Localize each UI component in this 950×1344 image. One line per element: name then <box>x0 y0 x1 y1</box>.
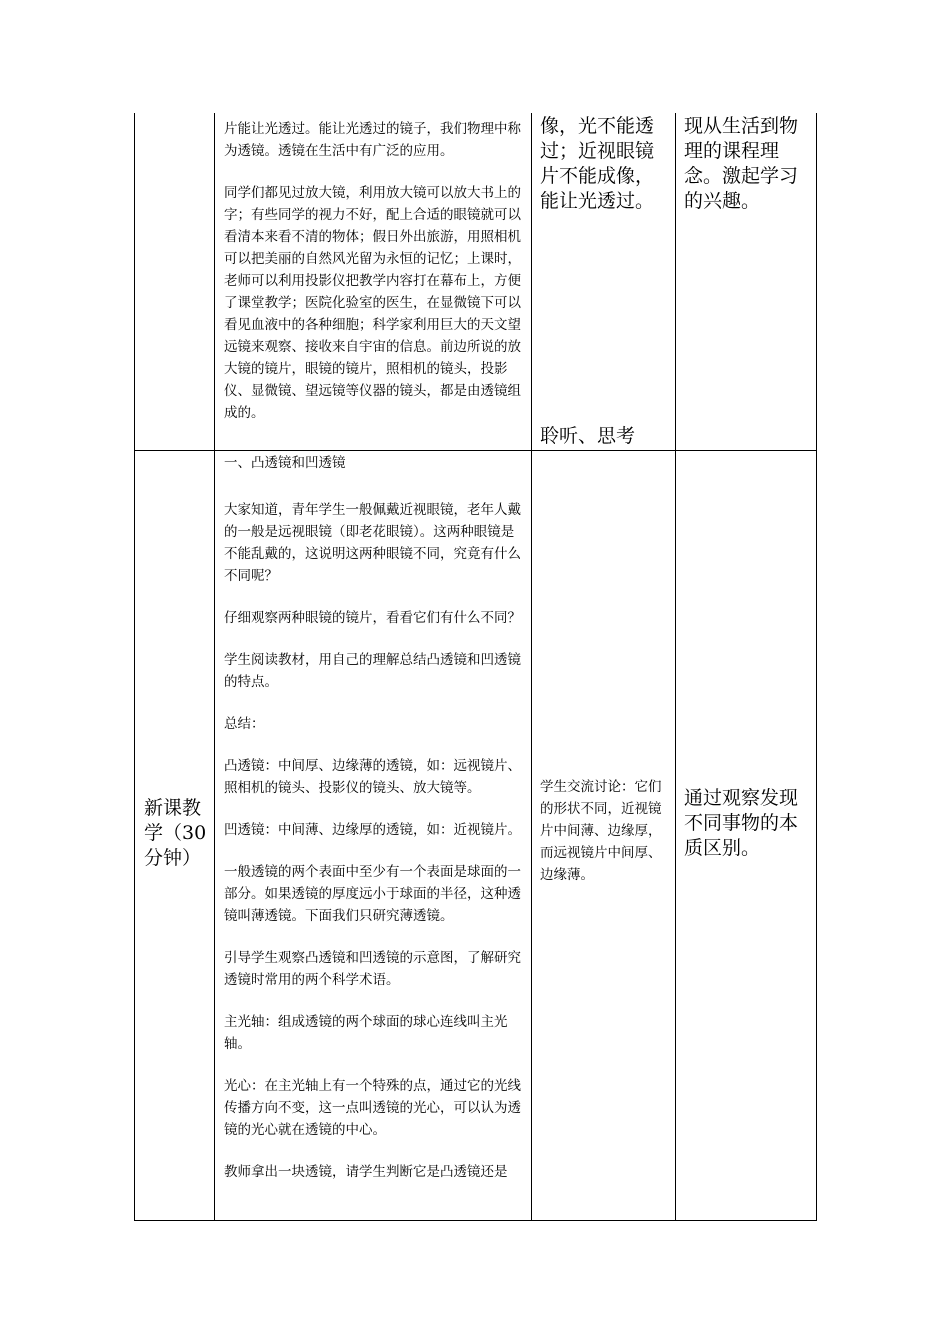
paragraph: 同学们都见过放大镜，利用放大镜可以放大书上的字；有些同学的视力不好，配上合适的眼镜就可以看清本来看不清的物体；假日外出旅游，用照相机可以把美丽的自然风光留为永恒的记忆；上课时，老师可以利用投影仪把教学内容打在幕布上，方便了课堂教学；医院化验室的医生，在显微镜下可以看见血液中的各种细胞；科学家利用巨大的天文望远镜来观察、接收来自宇宙的信息。前边所说的放大镜的镜片，眼镜的镜片，照相机的镜头，投影仪、显微镜、望远镜等仪器的镜头，都是由透镜组成的。 <box>224 185 521 421</box>
paragraph: 学生阅读教材，用自己的理解总结凸透镜和凹透镜的特点。 <box>224 652 521 690</box>
paragraph: 光心：在主光轴上有一个特殊的点，通过它的光线传播方向不变，这一点叫透镜的光心，可以认为透镜的光心就在透镜的中心。 <box>224 1078 521 1138</box>
row2-stage-label: 新课教学（30分钟） <box>144 797 207 869</box>
paragraph: 仔细观察两种眼镜的镜片，看看它们有什么不同？ <box>224 610 521 626</box>
row2-design-intent: 通过观察发现不同事物的本质区别。 <box>684 787 799 859</box>
section-heading: 一、凸透镜和凹透镜 <box>224 455 346 471</box>
paragraph: 大家知道，青年学生一般佩戴近视眼镜，老年人戴的一般是远视眼镜（即老花眼镜）。这两种眼镜是不能乱戴的，这说明这两种眼镜不同，究竟有什么不同呢？ <box>224 502 521 584</box>
row1-teacher-activity <box>224 118 524 424</box>
paragraph: 总结： <box>224 716 265 732</box>
row-divider <box>134 450 817 451</box>
table-border-left <box>134 113 135 1221</box>
paragraph: 教师拿出一块透镜，请学生判断它是凸透镜还是 <box>224 1164 508 1180</box>
table-border-right <box>816 113 817 1221</box>
paragraph: 凹透镜：中间薄、边缘厚的透镜，如：近视镜片。 <box>224 822 521 838</box>
row2-student-activity <box>540 776 670 886</box>
column-divider-3 <box>675 113 676 1221</box>
row1-student-activity: 像，光不能透过；近视眼镜片不能成像，能让光透过。 <box>540 115 655 212</box>
paragraph: 凸透镜：中间厚、边缘薄的透镜，如：远视镜片、照相机的镜头、投影仪的镜头、放大镜等。 <box>224 758 521 796</box>
row1-student-activity-bottom: 聆听、思考 <box>540 425 636 447</box>
row1-design-intent: 现从生活到物理的课程理念。激起学习的兴趣。 <box>684 115 799 212</box>
paragraph: 引导学生观察凸透镜和凹透镜的示意图，了解研究透镜时常用的两个科学术语。 <box>224 950 521 988</box>
table-border-bottom <box>134 1220 817 1221</box>
paragraph: 片能让光透过。能让光透过的镜子，我们物理中称为透镜。透镜在生活中有广泛的应用。 <box>224 121 521 159</box>
paragraph: 学生交流讨论：它们的形状不同，近视镜片中间薄、边缘厚，而远视镜片中间厚、边缘薄。 <box>540 779 662 883</box>
column-divider-2 <box>531 113 532 1221</box>
column-divider-1 <box>214 113 215 1221</box>
row2-teacher-activity <box>224 452 524 1183</box>
paragraph: 一般透镜的两个表面中至少有一个表面是球面的一部分。如果透镜的厚度远小于球面的半径，这种透镜叫薄透镜。下面我们只研究薄透镜。 <box>224 864 521 924</box>
paragraph: 主光轴：组成透镜的两个球面的球心连线叫主光轴。 <box>224 1014 508 1052</box>
